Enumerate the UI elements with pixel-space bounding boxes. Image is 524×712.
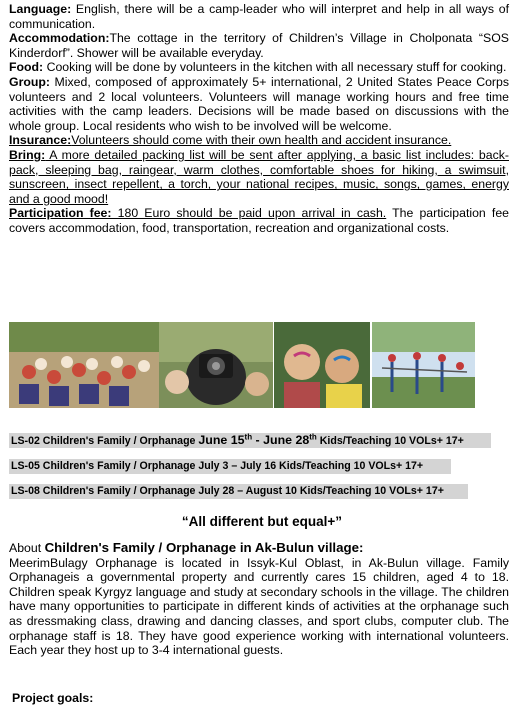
about-title: About Children's Family / Orphanage in Ak-Bulun village: xyxy=(9,540,364,555)
fee-paragraph: Participation fee: 180 Euro should be paid upon arrival in cash. The participation fee covers accommodation, food, transportation, recreation and organizational costs. xyxy=(9,206,510,235)
language-paragraph: Language: English, there will be a camp-leader who will interpret and help in all ways of communication. xyxy=(9,2,509,31)
kids-painted-faces-photo xyxy=(274,322,370,408)
playground-photo xyxy=(372,322,475,408)
motto-heading: “All different but equal+” xyxy=(181,514,343,529)
group-paragraph: Group: Mixed, composed of approximately 5+ international, 2 United States Peace Corps volunteers and 2 local volunteers. Volunteers will manage working hours and free time activities with the camp leaders. Decisions will be made based on discussions with the whole group. Local residents who wish to be involved will be welcome. xyxy=(9,74,509,133)
info-section xyxy=(9,2,509,236)
insurance-paragraph: Insurance:Volunteers should come with their own health and accident insurance. xyxy=(9,133,452,148)
group-photo xyxy=(9,322,159,408)
bring-paragraph: Bring: A more detailed packing list will be sent after applying, a basic list includes: back-pack, sleeping bag, raingear, warm clothes, comfortable shoes for hiking, a swimsuit, sunscreen, insect repellent, a torch, your national recipes, music, songs, games, energy and a good mood! xyxy=(9,147,509,206)
about-section xyxy=(9,541,509,658)
camp-row-ls-05: LS-05 Children's Family / Orphanage July 3 – July 16 Kids/Teaching 10 VOLs+ 17+ xyxy=(9,459,451,474)
food-paragraph: Food: Cooking will be done by volunteers in the kitchen with all necessary stuff for cooking. xyxy=(9,60,507,75)
camp-row-ls-08: LS-08 Children's Family / Orphanage July 28 – August 10 Kids/Teaching 10 VOLs+ 17+ xyxy=(9,484,468,499)
camp-row-ls-02: LS-02 Children's Family / Orphanage June 15th - June 28th Kids/Teaching 10 VOLs+ 17+ xyxy=(9,433,491,448)
about-paragraph: MeerimBulagy Orphanage is located in Issyk-Kul Oblast, in Ak-Bulun village. Family Orphanageis a governmental property and currently cares 15 children, aged 4 to 18. Children speak Kyrgyz language and study at secondary schools in the village. The children have many opportunities to participate in different kinds of activities at the orphanage such as dressmaking class, drawing and dancing classes, and sport clubs, computer club. The orphanage staff is 18. They have good experience working with international volunteers. Each year they host up to 3-4 international guests. xyxy=(9,555,509,658)
project-goals-heading: Project goals: xyxy=(12,691,94,705)
camera-photo xyxy=(159,322,273,408)
photo-strip xyxy=(9,322,509,408)
accommodation-paragraph: Accommodation:The cottage in the territory of Children’s Village in Cholponata “SOS Kinderdorf”. Shower will be available everyday. xyxy=(9,31,509,60)
